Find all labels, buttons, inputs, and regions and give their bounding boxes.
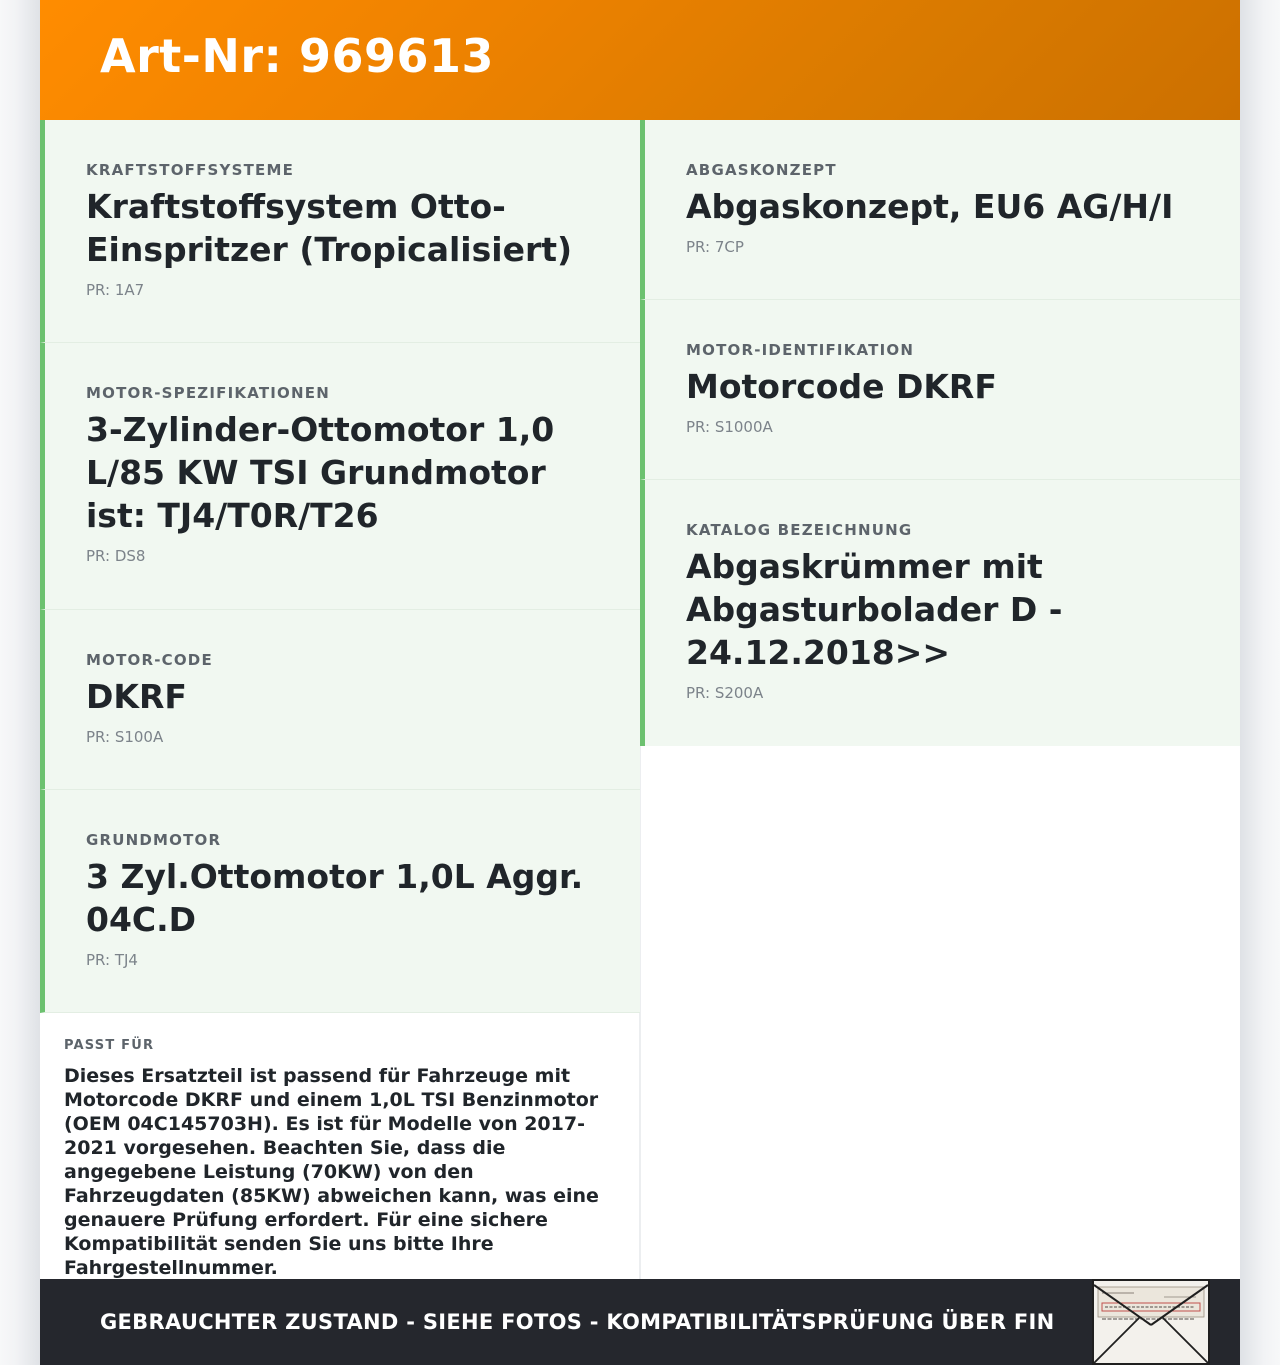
footer-bar <box>40 1279 1240 1365</box>
card-value: DKRF <box>86 677 187 716</box>
footer-condition-text: GEBRAUCHTER ZUSTAND - SIEHE FOTOS - KOMPATIBILITÄTSPRÜFUNG ÜBER FIN <box>100 1310 1055 1334</box>
right-column <box>640 120 1240 746</box>
card-katalog-bezeichnung <box>640 480 1240 746</box>
card-pr-code: PR: S200A <box>686 684 764 702</box>
card-label: GRUNDMOTOR <box>86 831 222 849</box>
card-label: MOTOR-SPEZIFIKATIONEN <box>86 384 330 402</box>
left-column <box>40 120 640 1013</box>
card-value: Kraftstoffsystem Otto-Einspritzer (Tropicalisiert) <box>86 187 573 269</box>
card-motor-code <box>40 610 640 790</box>
card-grundmotor <box>40 790 640 1013</box>
card-value: Abgaskonzept, EU6 AG/H/I <box>686 187 1174 226</box>
card-label: MOTOR-IDENTIFIKATION <box>686 341 915 359</box>
card-pr-code: PR: 1A7 <box>86 281 145 299</box>
card-label: KRAFTSTOFFSYSTEME <box>86 161 295 179</box>
fits-description: Dieses Ersatzteil ist passend für Fahrzeuge mit Motorcode DKRF und einem 1,0L TSI Benzinmotor (OEM 04C145703H). Es ist für Modelle von 2017-2021 vorgesehen. Beachten Sie, dass die angegebene Leistung (70KW) von den Fahrzeugdaten (85KW) abweichen kann, was eine genauere Prüfung erfordert. Für eine sichere Kompatibilität senden Sie uns bitte Ihre Fahrgestellnummer. <box>64 1065 599 1279</box>
card-label: ABGASKONZEPT <box>686 161 837 179</box>
vehicle-document-envelope-icon <box>1092 1279 1210 1365</box>
page-shadow-right <box>1240 0 1280 1365</box>
card-kraftstoffsysteme <box>40 120 640 343</box>
card-abgaskonzept <box>640 120 1240 300</box>
product-sheet <box>40 0 1240 1365</box>
card-motor-spezifikationen <box>40 343 640 610</box>
card-value: 3-Zylinder-Ottomotor 1,0 L/85 KW TSI Grundmotor ist: TJ4/T0R/T26 <box>86 410 555 535</box>
card-value: Motorcode DKRF <box>686 367 997 406</box>
card-pr-code: PR: S100A <box>86 728 164 746</box>
card-label: KATALOG BEZEICHNUNG <box>686 521 913 539</box>
card-pr-code: PR: 7CP <box>686 238 744 256</box>
page-shadow-left <box>0 0 40 1365</box>
card-value: Abgaskrümmer mit Abgasturbolader D - 24.12.2018>> <box>686 547 1063 672</box>
card-pr-code: PR: S1000A <box>686 418 773 436</box>
card-pr-code: PR: DS8 <box>86 547 146 565</box>
article-number-title: Art-Nr: 969613 <box>100 29 495 83</box>
card-motor-identifikation <box>640 300 1240 480</box>
fits-label: PASST FÜR <box>64 1038 155 1053</box>
fits-section <box>40 1013 640 1279</box>
card-value: 3 Zyl.Ottomotor 1,0L Aggr. 04C.D <box>86 857 584 939</box>
card-pr-code: PR: TJ4 <box>86 951 138 969</box>
header-banner <box>40 0 1240 120</box>
card-label: MOTOR-CODE <box>86 651 213 669</box>
right-empty-area <box>640 746 1240 1279</box>
